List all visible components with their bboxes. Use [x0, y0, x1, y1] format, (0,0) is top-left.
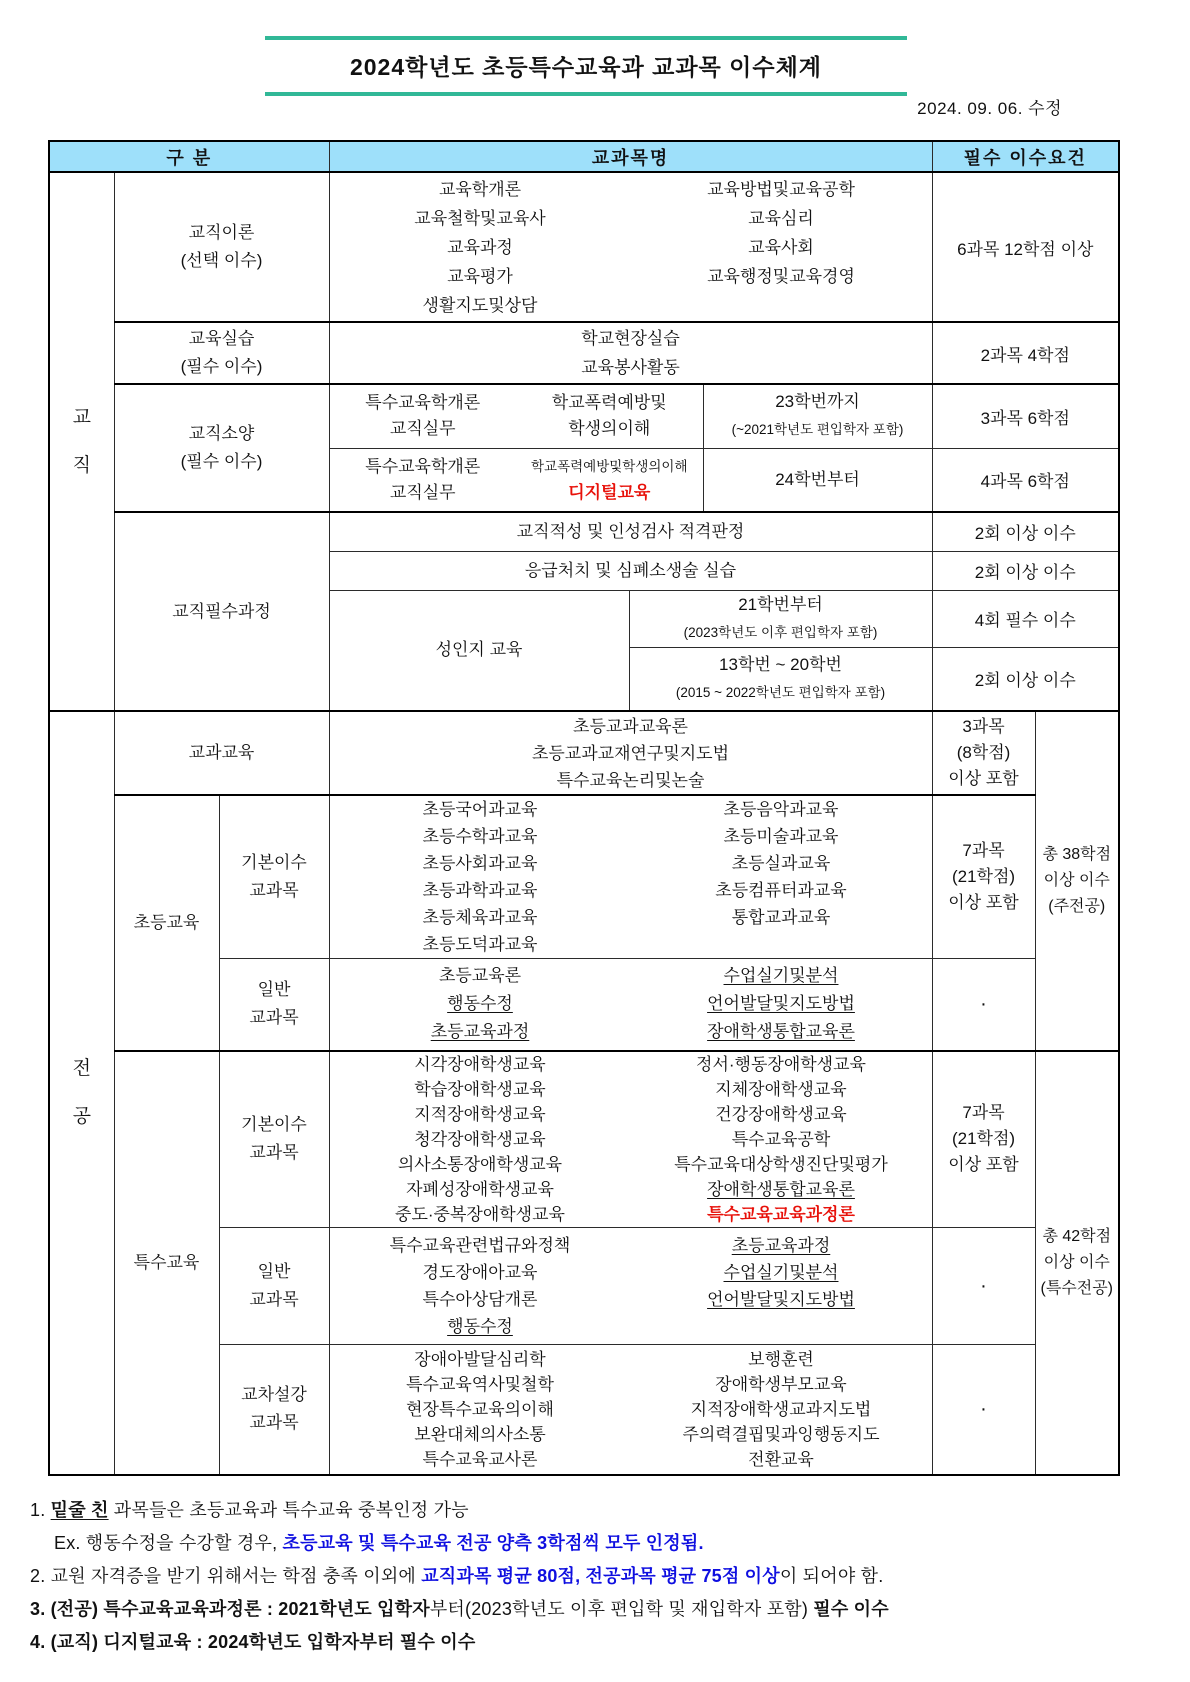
group-char: 직: [72, 455, 91, 476]
row-chodeung-gibon: [49, 795, 1119, 959]
note-1: [30, 1494, 1175, 1527]
course-item: 초등수학과교육: [422, 827, 538, 846]
course-item: 장애학생부모교육: [715, 1374, 847, 1394]
curriculum-table: [48, 140, 1120, 1476]
course-item: 행동수정: [447, 994, 513, 1014]
courses-silseup: [329, 322, 932, 384]
category-line: (필수 이수): [180, 357, 263, 376]
group-label-gyojik: [49, 172, 114, 711]
req-seonginji-13: 2회 이상 이수: [932, 647, 1119, 711]
course-item: 특수교육역사및철학: [406, 1374, 554, 1394]
total-line: 총 42학점: [1042, 1227, 1112, 1245]
row-jeokseong: [49, 512, 1119, 551]
courses-teuksu-ilban: [329, 1228, 932, 1345]
course-item: 행동수정: [447, 1317, 513, 1336]
row-gyogwa: [49, 711, 1119, 795]
category-line: 교육실습: [188, 329, 255, 348]
req-line: 7과목: [962, 1103, 1005, 1123]
total-line: 총 38학점: [1042, 845, 1112, 863]
req-teuksu-gibon: [932, 1051, 1035, 1228]
course-item: 특수교육논리및논술: [556, 770, 705, 790]
course-item: 수업실기및분석: [723, 966, 839, 986]
course-jeokseong: 교직적성 및 인성검사 적격판정: [329, 512, 932, 551]
course-item: 청각장애학생교육: [414, 1129, 546, 1149]
course-item: 교육학개론: [438, 179, 522, 199]
req-jeokseong: 2회 이상 이수: [932, 512, 1119, 551]
label-line: 교과목: [249, 881, 299, 900]
course-item: 건강장애학생교육: [715, 1104, 847, 1124]
course-item: 지체장애학생교육: [715, 1079, 847, 1099]
course-item: 교육과정: [447, 237, 513, 257]
category-pilsu: 교직필수과정: [114, 512, 329, 711]
course-item: 디지털교육: [568, 482, 651, 502]
course-item: 초등교육과정: [731, 1236, 831, 1255]
course-seonginji: 성인지 교육: [329, 590, 629, 711]
note-segment: 1.: [30, 1500, 51, 1520]
req-line: (21학점): [951, 867, 1016, 886]
total-chodeung: [1035, 711, 1119, 1051]
header-subjects: 교과목명: [329, 141, 932, 172]
label-gyocha: [219, 1345, 329, 1475]
course-item: 초등교육과정: [430, 1022, 530, 1042]
total-line: (특수전공): [1040, 1279, 1113, 1297]
req-seonginji-21: 4회 필수 이수: [932, 590, 1119, 647]
courses-chodeung-ilban: [329, 959, 932, 1051]
header-category: 구 분: [49, 141, 329, 172]
row-silseup: [49, 322, 1119, 384]
note-segment: 초등교육 및 특수교육 전공 양측 3학점씩 모두 인정됨.: [282, 1533, 704, 1553]
req-line: 3과목: [962, 717, 1005, 736]
course-item: 특수교육대상학생진단및평가: [674, 1154, 888, 1174]
courses-teuksu-gibon: [329, 1051, 932, 1228]
course-item: 특수교육공학: [731, 1129, 831, 1149]
course-item: 초등음악과교육: [723, 800, 839, 819]
req-soyang-23: 3과목 6학점: [932, 384, 1119, 448]
course-item: 교육심리: [748, 208, 814, 228]
note-segment: 밑줄 친: [50, 1500, 109, 1520]
note-segment: 교직과목 평균 80점, 전공과목 평균 75점 이상: [421, 1566, 780, 1586]
req-teuksu-ilban: ·: [932, 1228, 1035, 1345]
note-2: [30, 1560, 1175, 1593]
category-gyogwa: 교과교육: [114, 711, 329, 795]
course-item: 지적장애학생교육: [414, 1104, 546, 1124]
label-line: 교과목: [249, 1290, 299, 1309]
course-item: 특수교육관련법규와정책: [389, 1236, 571, 1255]
req-chodeung-ilban: ·: [932, 959, 1035, 1051]
label-chodeung-ilban: [219, 959, 329, 1051]
category-silseup: [114, 322, 329, 384]
course-item: 초등교육론: [438, 966, 522, 986]
course-item: 교육방법및교육공학: [707, 179, 855, 199]
row-gyojik-iron: [49, 172, 1119, 322]
course-item: 초등컴퓨터과교육: [715, 881, 847, 900]
cohort-line: (2023학년도 이후 편입학자 포함): [683, 624, 878, 640]
req-line: (21학점): [951, 1129, 1016, 1149]
cohort-line: (2015 ~ 2022학년도 편입학자 포함): [675, 684, 886, 700]
req-gyocha: ·: [932, 1345, 1035, 1475]
course-item: 교육봉사활동: [581, 358, 680, 377]
course-item: 장애학생통합교육론: [707, 1179, 855, 1199]
courses-chodeung-gibon: [329, 795, 932, 959]
course-item: 지적장애학생교과지도법: [690, 1399, 872, 1419]
cohort-13: [629, 647, 932, 711]
course-item: 언어발달및지도방법: [707, 1290, 855, 1309]
course-eunggeup: 응급처치 및 심폐소생술 실습: [329, 551, 932, 590]
title-block: [265, 36, 907, 96]
courses-gyocha: [329, 1345, 932, 1475]
label-line: 기본이수: [241, 853, 307, 872]
page-title: 2024학년도 초등특수교육과 교과목 이수체계: [349, 54, 823, 80]
cohort-line: 23학번까지: [775, 392, 860, 412]
course-item: 교육행정및교육경영: [707, 266, 855, 286]
req-eunggeup: 2회 이상 이수: [932, 551, 1119, 590]
course-item: 특수교육학개론: [365, 393, 481, 413]
course-item: 의사소통장애학생교육: [397, 1154, 563, 1174]
label-line: 교차설강: [241, 1385, 307, 1405]
row-soyang-23: [49, 384, 1119, 448]
req-line: 이상 포함: [948, 1155, 1019, 1175]
cohort-line: (~2021학년도 편입학자 포함): [731, 422, 904, 438]
course-item: 정서·행동장애학생교육: [696, 1054, 866, 1074]
cohort-line: 21학번부터: [738, 594, 823, 614]
category-chodeung: 초등교육: [114, 795, 219, 1051]
footnotes: [30, 1494, 1175, 1659]
group-char: 교: [72, 407, 91, 428]
note-segment: 이 되어야 함.: [779, 1566, 884, 1586]
category-teuksu: 특수교육: [114, 1051, 219, 1475]
row-teuksu-gibon: [49, 1051, 1119, 1228]
label-line: 기본이수: [241, 1115, 307, 1135]
course-item: 학습장애학생교육: [414, 1079, 546, 1099]
req-gyojik-iron: 6과목 12학점 이상: [932, 172, 1119, 322]
note-segment: 4. (교직) 디지털교육 : 2024학년도 입학자부터 필수 이수: [30, 1632, 476, 1652]
course-item: 초등체육과교육: [422, 908, 538, 927]
course-item: 초등미술과교육: [723, 827, 839, 846]
course-item: 현장특수교육의이해: [406, 1399, 554, 1419]
group-char: 공: [72, 1106, 91, 1128]
course-item: 특수교육학개론: [365, 456, 481, 476]
note-4: [30, 1626, 1175, 1659]
label-chodeung-gibon: [219, 795, 329, 959]
course-item: 교직실무: [389, 482, 456, 502]
course-item: 특수아상담개론: [422, 1290, 538, 1309]
header-requirement: 필수 이수요건: [932, 141, 1119, 172]
category-soyang: [114, 384, 329, 512]
course-item: 언어발달및지도방법: [707, 994, 855, 1014]
course-item: 학교폭력예방및학생의이해: [531, 458, 688, 474]
note-segment: Ex. 행동수정을 수강할 경우,: [54, 1533, 283, 1553]
course-item: 수업실기및분석: [723, 1263, 839, 1282]
label-teuksu-gibon: [219, 1051, 329, 1228]
cohort-line: 13학번 ~ 20학번: [719, 654, 842, 674]
course-item: 초등사회과교육: [422, 854, 538, 873]
group-char: 전: [72, 1058, 91, 1080]
course-item: 초등과학과교육: [422, 881, 538, 900]
course-item: 교육철학및교육사: [414, 208, 546, 228]
course-item: 주의력결핍및과잉행동지도: [682, 1424, 880, 1444]
course-item: 보완대체의사소통: [414, 1424, 546, 1444]
req-line: 이상 포함: [948, 769, 1019, 788]
category-line: 교직소양: [188, 424, 255, 443]
note-segment: 부터(2023학년도 이후 편입학 및 재입학자 포함): [429, 1599, 809, 1619]
category-line: 교직이론: [188, 223, 255, 242]
req-silseup: 2과목 4학점: [932, 322, 1119, 384]
course-item: 초등국어과교육: [422, 800, 538, 819]
course-item: 초등실과교육: [731, 854, 831, 873]
course-item: 장애학생통합교육론: [707, 1022, 855, 1042]
req-chodeung-gibon: [932, 795, 1035, 959]
req-line: (8학점): [956, 743, 1011, 762]
course-item: 장애아발달심리학: [414, 1349, 546, 1369]
course-item: 경도장애아교육: [422, 1263, 538, 1282]
category-gyojik-iron: [114, 172, 329, 322]
course-item: 학교현장실습: [581, 329, 680, 348]
course-item: 시각장애학생교육: [414, 1054, 546, 1074]
total-line: (주전공): [1048, 897, 1106, 915]
course-item: 교직실무: [389, 419, 456, 439]
cohort-21: [629, 590, 932, 647]
table-header-row: [49, 141, 1119, 172]
cohort-23: [703, 384, 932, 448]
revision-date: 2024. 09. 06. 수정: [917, 99, 1062, 118]
courses-gyojik-iron: [329, 172, 932, 322]
label-line: 일반: [257, 1262, 291, 1281]
req-line: 7과목: [962, 841, 1005, 860]
course-item: 초등교과교재연구및지도법: [531, 743, 730, 763]
course-item: 자폐성장애학생교육: [406, 1179, 554, 1199]
label-line: 교과목: [249, 1143, 299, 1163]
course-item: 보행훈련: [748, 1349, 814, 1369]
note-3: [30, 1593, 1175, 1626]
title-rule-bottom: [265, 92, 907, 96]
course-item: 교육평가: [447, 266, 513, 286]
label-line: 교과목: [249, 1413, 299, 1433]
course-item: 전환교육: [748, 1449, 814, 1469]
req-soyang-24: 4과목 6학점: [932, 448, 1119, 512]
label-line: 일반: [257, 980, 291, 1000]
req-line: 이상 포함: [948, 893, 1019, 912]
note-segment: 2. 교원 자격증을 받기 위해서는 학점 충족 이외에: [30, 1566, 422, 1586]
note-1-example: [30, 1527, 1175, 1560]
courses-soyang-24: [329, 448, 703, 512]
req-gyogwa: [932, 711, 1035, 795]
courses-gyogwa: [329, 711, 932, 795]
course-item: 특수교육교육과정론: [707, 1204, 855, 1224]
cohort-line: 24학번부터: [775, 469, 860, 489]
course-item: 학교폭력예방및: [551, 393, 667, 413]
course-item: 중도·중복장애학생교육: [395, 1204, 565, 1224]
course-item: 교육사회: [748, 237, 814, 257]
label-line: 교과목: [249, 1008, 299, 1028]
note-segment: 과목들은 초등교육과 특수교육 중복인정 가능: [108, 1500, 469, 1520]
courses-soyang-23: [329, 384, 703, 448]
note-segment: 필수 이수: [808, 1599, 889, 1619]
category-line: (필수 이수): [180, 452, 263, 471]
course-item: 특수교육교사론: [422, 1449, 538, 1469]
category-line: (선택 이수): [180, 251, 263, 270]
course-item: 초등도덕과교육: [422, 935, 538, 954]
course-item: 학생의이해: [568, 419, 651, 439]
label-teuksu-ilban: [219, 1228, 329, 1345]
total-line: 이상 이수: [1043, 871, 1110, 889]
course-item: 통합교과교육: [731, 908, 831, 927]
group-label-jeongong: [49, 711, 114, 1475]
cohort-24: [703, 448, 932, 512]
course-item: 초등교과교육론: [573, 716, 688, 736]
total-teuksu: [1035, 1051, 1119, 1475]
course-item: 생활지도및상담: [422, 295, 538, 315]
note-segment: 3. (전공) 특수교육교육과정론 : 2021학년도 입학자: [30, 1599, 430, 1619]
total-line: 이상 이수: [1043, 1253, 1110, 1271]
